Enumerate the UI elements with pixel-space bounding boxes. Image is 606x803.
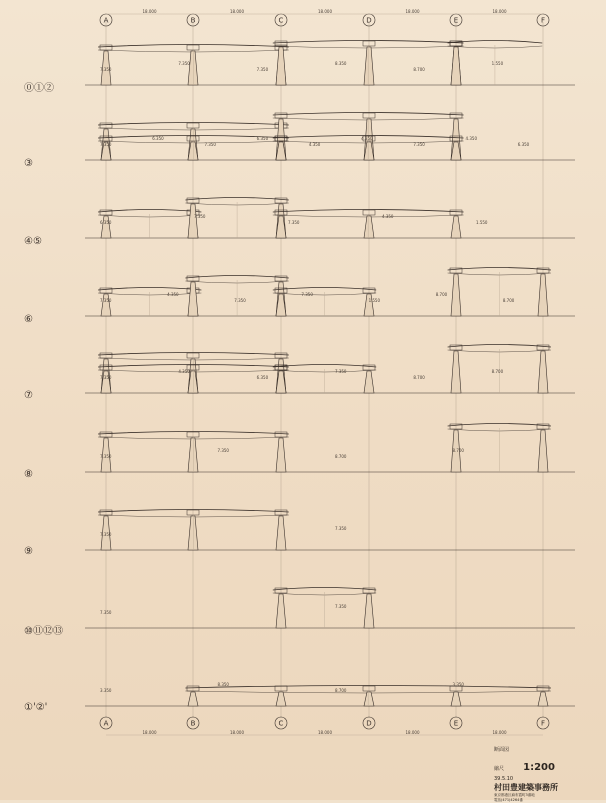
height-dimension-label: 7.350 <box>335 604 347 609</box>
span-dimension-label: 18.000 <box>230 730 244 735</box>
span-dimension-label: 18.000 <box>492 9 507 14</box>
height-dimension-label: 3.350 <box>452 682 464 687</box>
span-dimension-label: 18.000 <box>405 9 420 14</box>
column <box>276 516 286 550</box>
row-label: ⑨ <box>24 546 33 557</box>
column <box>276 47 286 85</box>
row-label: ⑩⑪⑫⑬ <box>24 626 63 637</box>
grid-label-F: F <box>540 719 546 728</box>
scale-label: 縮尺 <box>494 766 505 772</box>
section-row <box>24 588 575 638</box>
column <box>188 51 198 85</box>
grid-label-E: E <box>453 16 459 25</box>
office-address: 東京都港区麻布霞町3番地 <box>494 793 535 797</box>
span-dimension-label: 18.000 <box>318 9 332 14</box>
height-dimension-label: 7.350 <box>100 454 112 459</box>
section-row <box>24 113 575 170</box>
height-dimension-label: 7.350 <box>234 298 246 303</box>
column <box>451 692 461 706</box>
grid-label-C: C <box>278 719 284 728</box>
column <box>364 692 374 706</box>
section-row <box>24 345 575 402</box>
grid-label-D: D <box>366 16 372 25</box>
height-dimension-label: 8.700 <box>413 375 425 380</box>
height-dimension-label: 7.350 <box>335 526 347 531</box>
height-dimension-label: 7.350 <box>301 292 313 297</box>
span-dimension-label: 18.000 <box>405 730 420 735</box>
section-row <box>24 424 575 481</box>
office-tel: 電話(471)4264番 <box>494 798 523 802</box>
column <box>276 692 286 706</box>
roof-line <box>273 288 376 291</box>
roof-line <box>185 276 288 279</box>
height-dimension-label: 7.350 <box>100 142 112 147</box>
height-dimension-label: 1.550 <box>476 220 488 225</box>
grid-label-F: F <box>540 16 546 25</box>
roof-line <box>185 198 288 201</box>
column <box>538 430 548 472</box>
height-dimension-label: 4.350 <box>178 369 190 374</box>
roof-line <box>448 424 551 427</box>
height-dimension-label: 8.350 <box>335 61 347 66</box>
column <box>364 594 374 628</box>
height-dimension-label: 7.350 <box>100 532 112 537</box>
span-dimension-label: 18.000 <box>142 730 157 735</box>
row-label: ⓪①② <box>24 83 54 94</box>
height-dimension-label: 6.350 <box>152 136 164 141</box>
row-label: ①'②' <box>24 702 48 713</box>
height-dimension-label: 1.550 <box>491 61 504 66</box>
row-label: ④⑤ <box>24 236 42 247</box>
column <box>276 594 286 628</box>
height-dimension-label: 7.350 <box>100 375 112 380</box>
row-label: ⑥ <box>24 314 33 325</box>
height-dimension-label: 8.350 <box>217 682 229 687</box>
grid-label-A: A <box>103 16 109 25</box>
roof-line <box>98 210 201 213</box>
height-dimension-label: 7.350 <box>256 67 269 72</box>
height-dimension-label: 8.700 <box>452 448 464 453</box>
height-dimension-label: 7.350 <box>288 220 300 225</box>
grid-label-A: A <box>103 719 109 728</box>
height-dimension-label: 6.350 <box>256 375 269 380</box>
span-dimension-label: 18.000 <box>142 9 157 14</box>
row-label: ③ <box>24 158 33 169</box>
height-dimension-label: 4.350 <box>167 292 179 297</box>
column <box>188 692 198 706</box>
drawing-name: 断面図 <box>494 747 510 753</box>
height-dimension-label: 7.350 <box>100 610 112 615</box>
height-dimension-label: 7.350 <box>178 61 190 66</box>
height-dimension-label: 7.350 <box>204 142 216 147</box>
column <box>451 47 461 85</box>
span-dimension-label: 18.000 <box>318 730 332 735</box>
height-dimension-label: 4.350 <box>308 142 321 147</box>
height-dimension-label: 8.700 <box>502 298 515 303</box>
height-dimension-label: 8.700 <box>491 369 504 374</box>
column <box>188 204 198 238</box>
height-dimension-label: 7.350 <box>217 448 229 453</box>
section-row <box>24 682 575 713</box>
column <box>451 274 461 316</box>
column <box>451 351 461 393</box>
section-row <box>24 41 575 95</box>
roof-line <box>273 588 376 591</box>
height-dimension-label: 1.550 <box>368 298 381 303</box>
height-dimension-label: 7.350 <box>100 67 112 72</box>
office-name: 村田豊建築事務所 <box>494 783 558 792</box>
column <box>188 516 198 550</box>
scale-value: 1:200 <box>523 762 555 773</box>
height-dimension-label: 8.700 <box>335 454 347 459</box>
grid-label-B: B <box>190 16 196 25</box>
row-label: ⑧ <box>24 469 33 480</box>
grid-label-C: C <box>278 16 284 25</box>
height-dimension-label: 6.350 <box>517 142 530 147</box>
section-row <box>24 510 575 558</box>
roof-line <box>98 288 201 291</box>
height-dimension-label: 6.350 <box>100 220 112 225</box>
column <box>538 274 548 316</box>
height-dimension-label: 8.700 <box>335 688 347 693</box>
column <box>538 351 548 393</box>
height-dimension-label: 8.700 <box>413 67 425 72</box>
height-dimension-label: 6.350 <box>256 136 269 141</box>
section-row <box>24 198 575 248</box>
column <box>188 282 198 316</box>
column <box>364 47 374 85</box>
title-block <box>494 736 574 803</box>
grid-label-E: E <box>453 719 459 728</box>
span-dimension-label: 18.000 <box>230 9 244 14</box>
column <box>364 371 374 393</box>
height-dimension-label: 7.350 <box>413 142 425 147</box>
height-dimension-label: 4.350 <box>382 214 394 219</box>
height-dimension-label: 7.350 <box>100 298 112 303</box>
row-label: ⑦ <box>24 390 33 401</box>
roof-line <box>448 345 551 348</box>
grid-label-B: B <box>190 719 196 728</box>
column <box>451 216 461 238</box>
roof-line <box>448 268 551 271</box>
height-dimension-label: 4.350 <box>465 136 478 141</box>
height-dimension-label: 4.350 <box>361 136 373 141</box>
height-dimension-label: 7.350 <box>335 369 347 374</box>
column <box>276 438 286 472</box>
grid-label-D: D <box>366 719 372 728</box>
height-dimension-label: 8.700 <box>435 292 448 297</box>
section-row <box>24 268 575 326</box>
column <box>364 216 374 238</box>
height-dimension-label: 3.350 <box>100 688 112 693</box>
drawing-date: 39.5.10 <box>494 776 514 782</box>
height-dimension-label: 7.350 <box>194 214 206 219</box>
column <box>538 692 548 706</box>
span-dimension-label: 18.000 <box>492 730 507 735</box>
column <box>188 438 198 472</box>
